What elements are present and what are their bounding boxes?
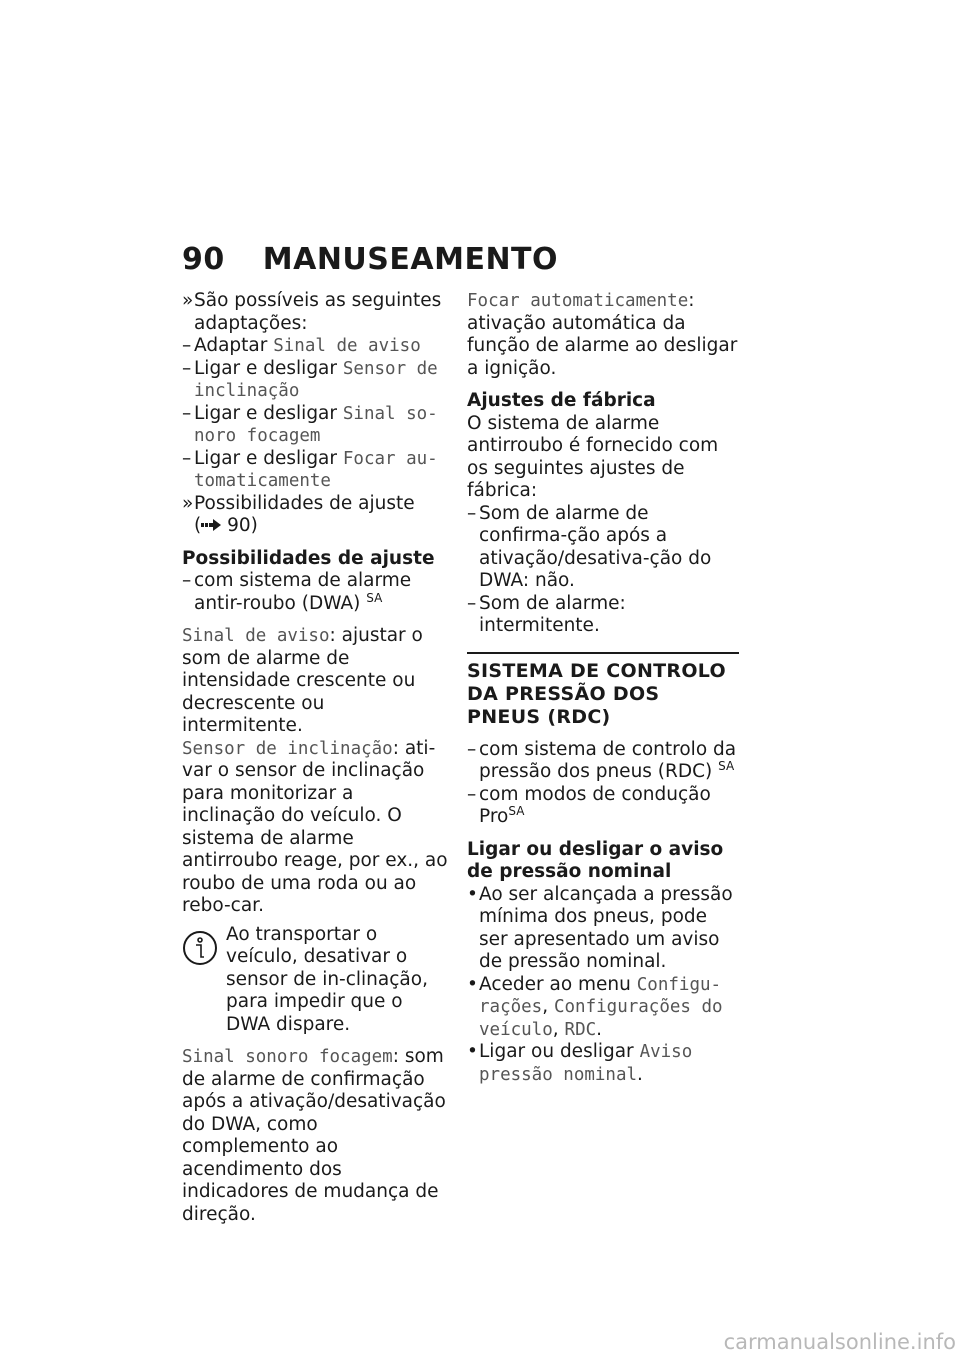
right-column (467, 290, 739, 1086)
paragraph: Sinal sonoro focagem: som de alarme de confirmação após a ativação/desativação do DWA, como complemento ao acendimento dos indicadores de mudança de direção. (182, 1046, 446, 1225)
menu-code: Sinal sonoro focagem (182, 1047, 393, 1067)
list-item: – com sistema de alarme antir-roubo (DWA) $^{SA}$ (182, 570, 412, 614)
menu-code: Sinal de aviso (182, 626, 330, 646)
menu-code: Sinal de aviso (273, 336, 421, 356)
list-item: – Som de alarme: intermitente. (467, 592, 626, 636)
note-text: Ao transportar o veículo, desativar o sensor de in-clinação, para impedir que o DWA dispare. (226, 923, 428, 1035)
page-reference[interactable]: 90) (227, 515, 258, 536)
info-note (182, 924, 450, 1037)
list-item: » Possibilidades de ajuste ( 90) (182, 492, 415, 536)
menu-code: Focar au-tomaticamente (194, 448, 438, 491)
info-icon (182, 930, 218, 966)
list-item: – Som de alarme de confirma-ção após a ativação/desativa-ção do DWA: não. (467, 502, 712, 591)
watermark: carmanualsonline.info (723, 1330, 956, 1354)
bullet-icon: • (467, 883, 478, 905)
paragraph: O sistema de alarme antirroubo é fornecido com os seguintes ajustes de fábrica: (467, 412, 719, 501)
paragraph: Focar automaticamente: ativação automática da função de alarme ao desligar a ignição. (467, 290, 738, 379)
list-item: – Ligar e desligar Sinal so-noro focagem (182, 402, 438, 446)
section-divider (467, 652, 739, 654)
list-item: – Adaptar Sinal de aviso (182, 335, 421, 356)
section-heading: Ajustes de fábrica (467, 390, 656, 411)
list-item: » São possíveis as seguintes adaptações: (182, 290, 442, 334)
section-heading: Possibilidades de ajuste (182, 547, 435, 569)
paragraph: Sinal de aviso: ajustar o som de alarme de intensidade crescente ou decrescente ou intermitente. (182, 625, 423, 736)
list-item: • Ao ser alcançada a pressão mínima dos pneus, pode ser apresentado um aviso de pressão nominal. (467, 883, 733, 972)
left-column (182, 290, 450, 1226)
menu-code: Sinal so-noro focagem (194, 403, 438, 446)
menu-code: Aviso pressão nominal (479, 1042, 693, 1085)
menu-code: Sensor de inclinação (194, 358, 438, 401)
menu-code: Focar automaticamente (467, 291, 689, 311)
list-item: • Aceder ao menu Configu-rações, Configurações do veículo, RDC. (467, 973, 723, 1040)
menu-code: Sensor de inclinação (182, 738, 393, 759)
menu-code: RDC (564, 1019, 597, 1040)
bullet-icon: • (467, 973, 478, 995)
list-item: – com sistema de controlo da pressão dos pneus (RDC) $^{SA}$ (467, 738, 737, 782)
section-title: SISTEMA DE CONTROLO DA PRESSÃO DOS PNEUS (RDC) (467, 659, 726, 728)
menu-code: Configurações do veículo (479, 997, 723, 1040)
bullet-icon: • (467, 1041, 478, 1062)
page-title: MANUSEAMENTO (262, 242, 559, 277)
double-chevron-icon: » (182, 290, 194, 311)
page-reference-arrow-icon (201, 515, 221, 538)
page-number: 90 (182, 242, 225, 277)
menu-code: Configu-rações (479, 974, 722, 1017)
sub-heading: Ligar ou desligar o aviso de pressão nominal (467, 838, 724, 882)
list-item: – Ligar e desligar Focar au-tomaticamente (182, 447, 438, 491)
page-header (182, 242, 558, 277)
paragraph: Sensor de inclinação: ati-var o sensor de inclinação para monitorizar a inclinação do veículo. O sistema de alarme antirroubo reage, por ex., ao roubo de uma roda ou ao rebo-car. (182, 737, 448, 916)
double-chevron-icon: » (182, 492, 194, 514)
list-item: – com modos de condução Pro$^{SA}$ (467, 783, 711, 827)
list-item: – Ligar e desligar Sensor de inclinação (182, 357, 438, 401)
list-item: • Ligar ou desligar Aviso pressão nominal. (467, 1041, 693, 1085)
